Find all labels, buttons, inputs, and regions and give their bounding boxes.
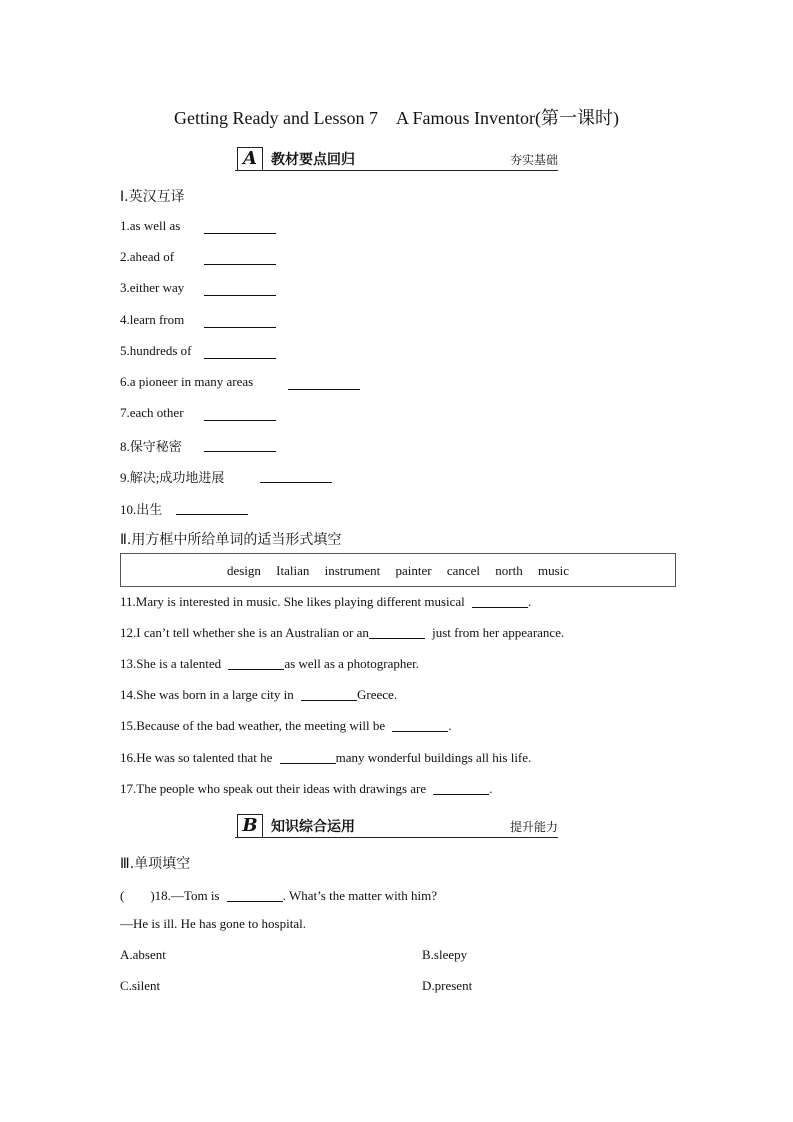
item-7: 7.each other	[120, 405, 184, 420]
answer-blank-7[interactable]	[204, 420, 276, 421]
word-instrument: instrument	[324, 563, 381, 578]
answer-blank-5[interactable]	[204, 358, 276, 359]
section1-title: Ⅰ.英汉互译	[120, 189, 185, 205]
answer-blank-6[interactable]	[288, 389, 360, 390]
banner-a-heading: 教材要点回归	[271, 152, 355, 168]
banner-b-badge: B	[237, 814, 263, 838]
word-box	[120, 553, 676, 587]
item-3: 3.either way	[120, 280, 185, 295]
question-17: 17.The people who speak out their ideas with drawings are .	[120, 781, 493, 796]
question-18-reply: —He is ill. He has gone to hospital.	[120, 916, 306, 931]
section3-title: Ⅲ.单项填空	[120, 856, 191, 872]
word-cancel: cancel	[446, 563, 481, 578]
item-5: 5.hundreds of	[120, 343, 192, 358]
question-14: 14.She was born in a large city in Greece.	[120, 687, 398, 702]
item-9: 9.解决;成功地进展	[120, 470, 225, 485]
word-design: design	[226, 563, 261, 578]
answer-blank-3[interactable]	[204, 295, 276, 296]
answer-blank-9[interactable]	[260, 482, 332, 483]
item-6: 6.a pioneer in many areas	[120, 374, 254, 389]
answer-blank-12[interactable]	[369, 626, 425, 639]
question-16: 16.He was so talented that he many wonderful buildings all his life.	[120, 750, 532, 765]
answer-paren-18[interactable]: ( )	[120, 888, 155, 903]
option-c[interactable]: C.silent	[120, 978, 161, 993]
item-10: 10.出生	[120, 502, 163, 517]
banner-a	[235, 146, 558, 171]
answer-blank-17[interactable]	[433, 782, 489, 795]
banner-b	[235, 813, 558, 838]
answer-blank-13[interactable]	[228, 657, 284, 670]
item-8: 8.保守秘密	[120, 439, 182, 454]
answer-blank-10[interactable]	[176, 514, 248, 515]
banner-b-heading: 知识综合运用	[271, 819, 355, 835]
title-right: A Famous Inventor(第一课时)	[395, 108, 619, 128]
page-title	[0, 104, 793, 130]
question-11: 11.Mary is interested in music. She likes playing different musical .	[120, 594, 532, 609]
item-1: 1.as well as	[120, 218, 181, 233]
question-15: 15.Because of the bad weather, the meeting will be .	[120, 718, 452, 733]
answer-blank-8[interactable]	[204, 451, 276, 452]
question-12: 12.I can’t tell whether she is an Australian or an just from her appearance.	[120, 625, 565, 640]
word-painter: painter	[395, 563, 432, 578]
title-left: Getting Ready and Lesson 7	[174, 108, 378, 128]
banner-a-badge: A	[237, 147, 263, 171]
answer-blank-1[interactable]	[204, 233, 276, 234]
item-2: 2.ahead of	[120, 249, 175, 264]
banner-a-tag: 夯实基础	[509, 153, 558, 167]
answer-blank-14[interactable]	[301, 688, 357, 701]
answer-blank-15[interactable]	[392, 719, 448, 732]
word-north: north	[495, 563, 523, 578]
section2-title: Ⅱ.用方框中所给单词的适当形式填空	[120, 532, 342, 548]
word-music: music	[537, 563, 570, 578]
option-b[interactable]: B.sleepy	[422, 947, 468, 962]
answer-blank-4[interactable]	[204, 327, 276, 328]
answer-blank-11[interactable]	[472, 595, 528, 608]
word-italian: Italian	[276, 563, 310, 578]
word-list	[121, 563, 675, 579]
option-a[interactable]: A.absent	[120, 947, 166, 962]
item-4: 4.learn from	[120, 312, 185, 327]
question-18: ( )18.—Tom is . What’s the matter with him?	[120, 888, 438, 903]
option-d[interactable]: D.present	[422, 978, 473, 993]
question-13: 13.She is a talented as well as a photographer.	[120, 656, 419, 671]
banner-b-tag: 提升能力	[509, 820, 558, 834]
answer-blank-16[interactable]	[280, 751, 336, 764]
answer-blank-18[interactable]	[227, 889, 283, 902]
answer-blank-2[interactable]	[204, 264, 276, 265]
